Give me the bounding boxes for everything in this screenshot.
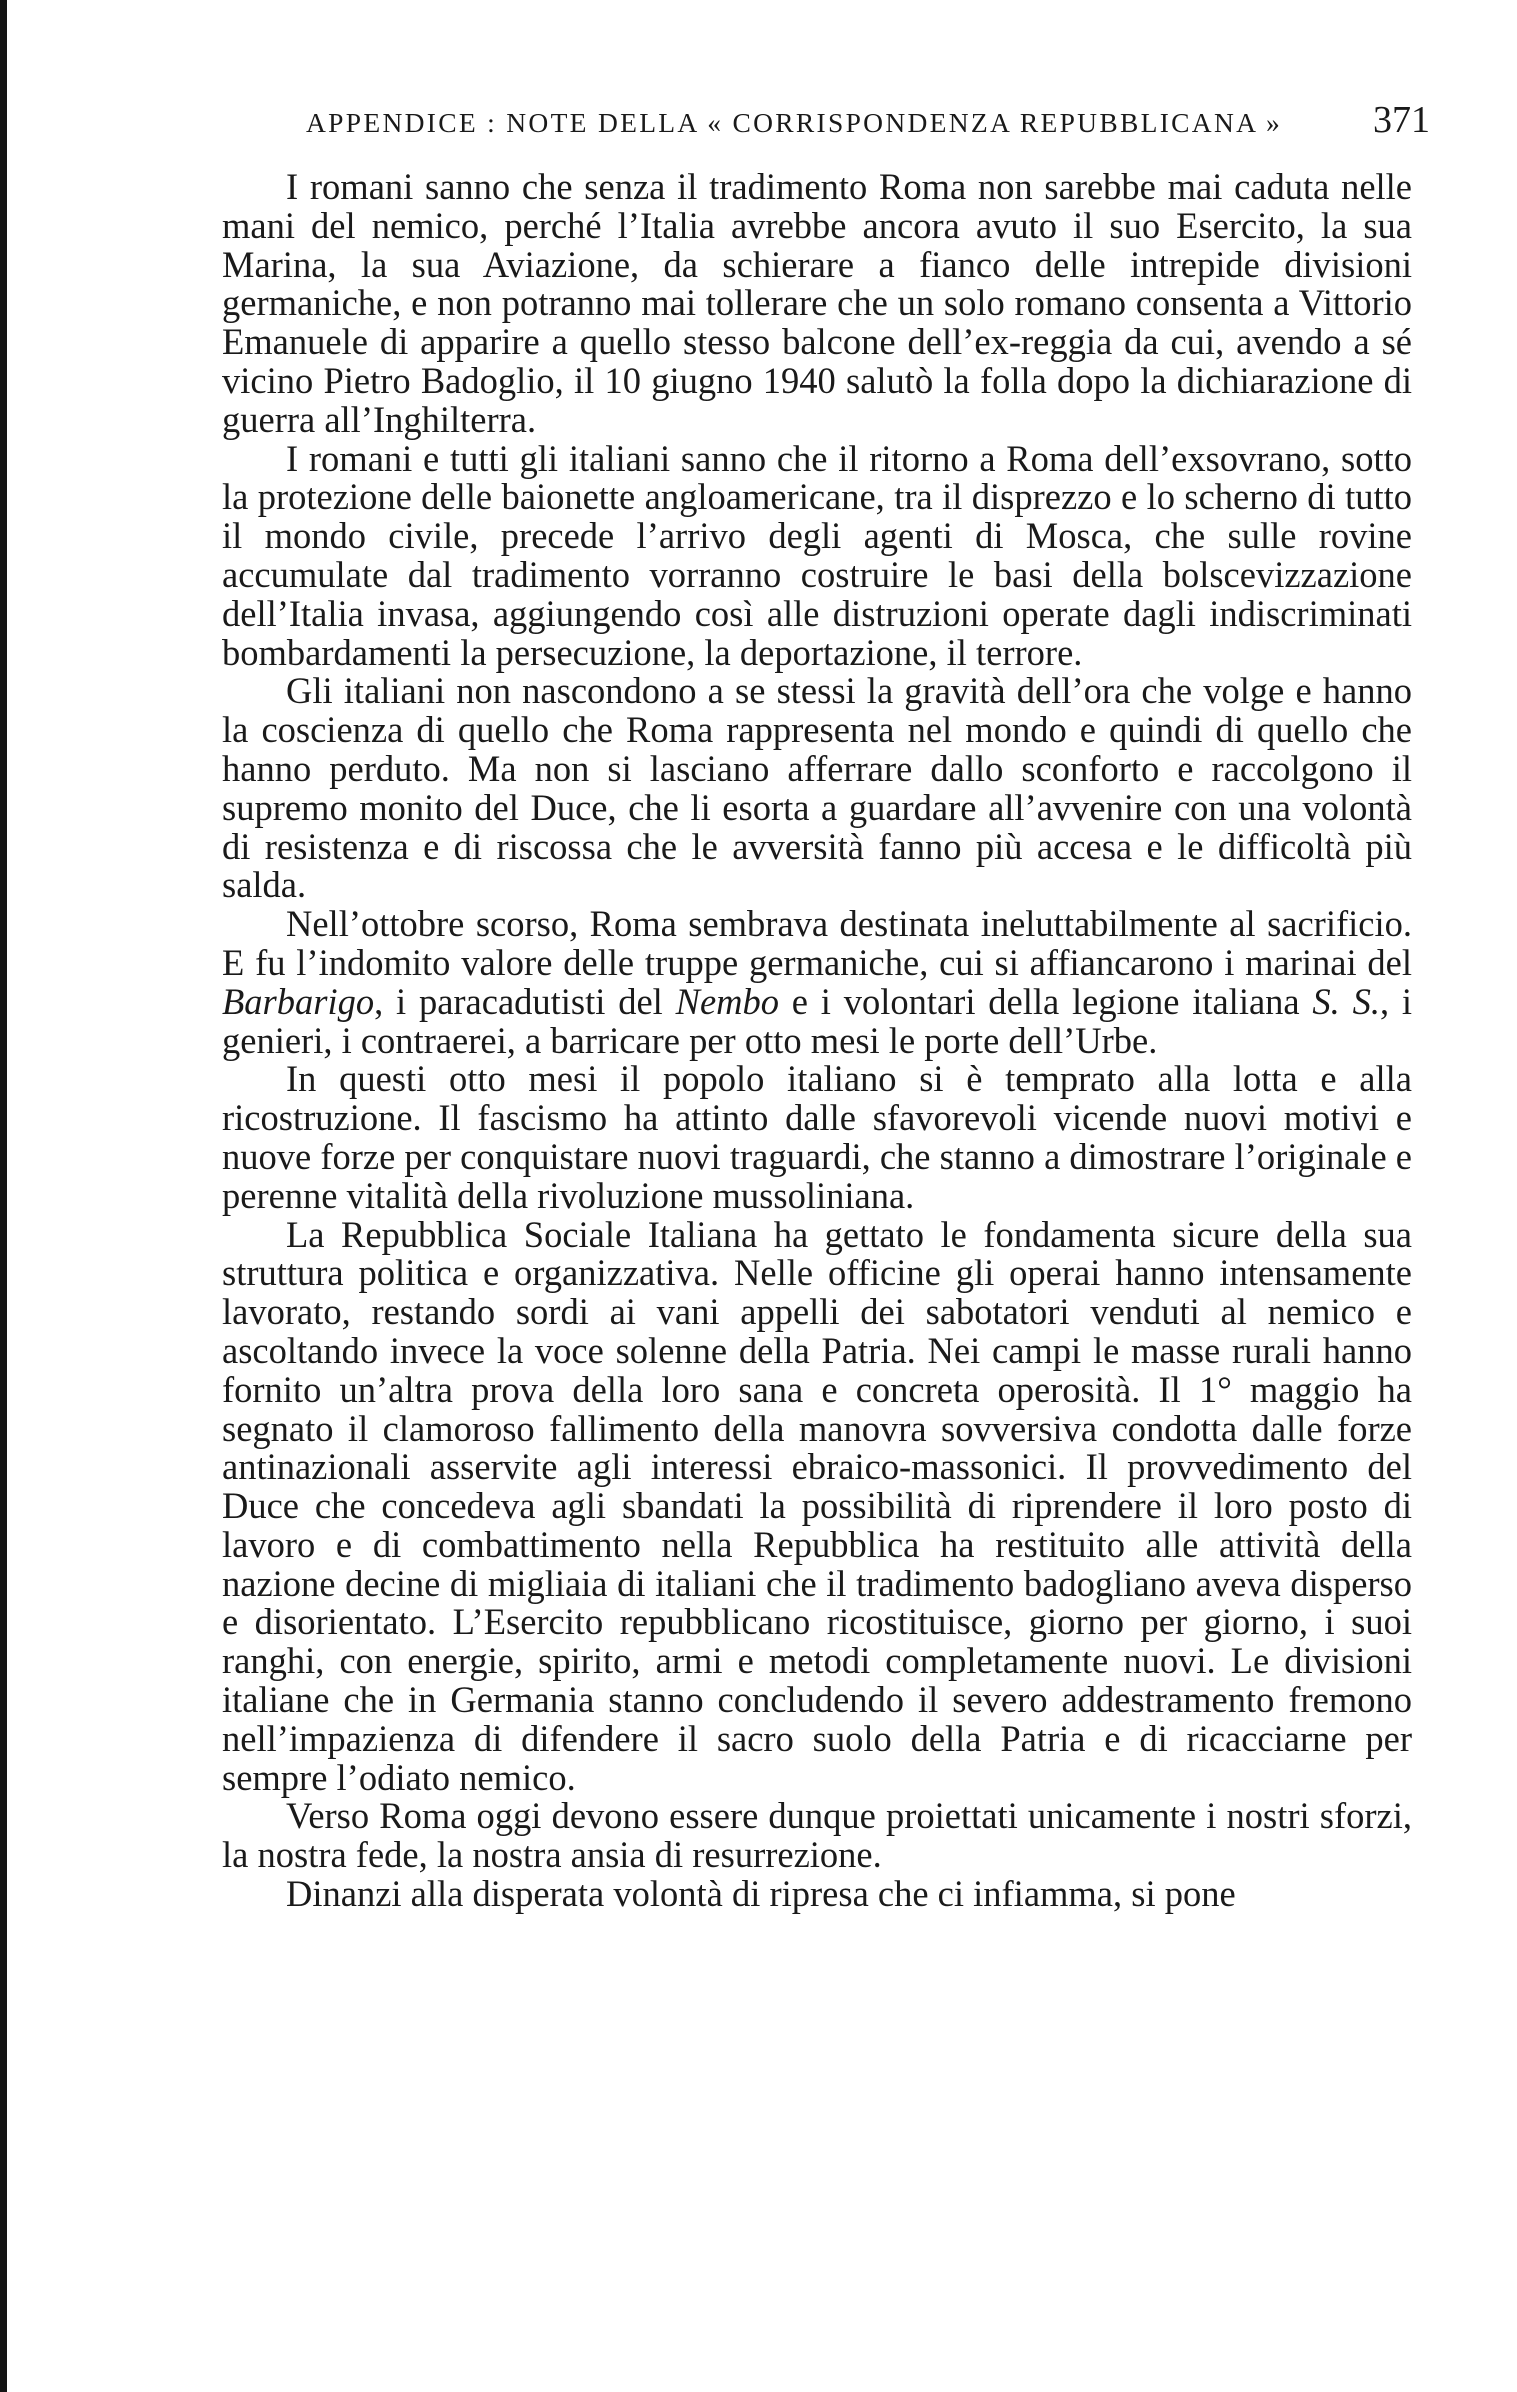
header-title: APPENDICE : NOTE DELLA « CORRISPONDENZA REPUBBLICANA » xyxy=(306,107,1282,138)
paragraph-2: I romani e tutti gli italiani sanno che il ritorno a Roma dell’exsovrano, sotto la protezione delle baionette angloamericane, tra il disprezzo e lo scherno di tutto il mondo civile, precede l’arrivo degli agenti di Mosca, che sulle rovine accumulate dal tradimento vorranno costruire le basi della bolscevizzazione dell’Italia invasa, aggiungendo così alle distruzioni operate dagli indiscriminati bombardamenti la persecuzione, la deportazione, il terrore. xyxy=(222,437,1412,673)
paragraph-4-text-3: e i volontari della legione italiana xyxy=(779,980,1313,1022)
paragraph-8: Dinanzi alla disperata volontà di ripresa che ci infiamma, si pone xyxy=(286,1873,1236,1915)
page-number: 371 xyxy=(1373,99,1430,141)
paragraph-4 xyxy=(222,905,1412,1060)
paragraph-4-text-4: , i genieri, i contraerei, a barricare per otto mesi le porte dell’Urbe. xyxy=(222,980,1413,1061)
paragraph-4-text-1: Nell’ottobre scorso, Roma sembrava destinata ineluttabilmente al sacrificio. E fu l’indomito valore delle truppe germaniche, cui si affiancarono i marinai del xyxy=(222,903,1412,983)
paragraph-4-text-2: , i paracadutisti del xyxy=(374,980,676,1022)
body-text xyxy=(222,168,1412,1914)
paragraph-7: Verso Roma oggi devono essere dunque proiettati unicamente i nostri sforzi, la nostra fede, la nostra ansia di resurrezione. xyxy=(222,1795,1412,1876)
paragraph-6: La Repubblica Sociale Italiana ha gettato le fondamenta sicure della sua struttura politica e organizzativa. Nelle officine gli operai hanno intensamente lavorato, restando sordi ai vani appelli dei sabotatori venduti al nemico e ascoltando invece la voce solenne della Patria. Nei campi le masse rurali hanno fornito un’altra prova della loro sana e concreta operosità. Il 1° maggio ha segnato il clamoroso fallimento della manovra sovversiva condotta dalle forze antinazionali asservite agli interessi ebraico-massonici. Il provvedimento del Duce che concedeva agli sbandati la possibilità di riprendere il loro posto di lavoro e di combattimento nella Repubblica ha restituito alle attività della nazione decine di migliaia di italiani che il tradimento badogliano aveva disperso e disorientato. L’Esercito repubblicano ricostituisce, giorno per giorno, i suoi ranghi, con energie, spirito, armi e metodi completamente nuovi. Le divisioni italiane che in Germania stanno concludendo il severo addestramento fremono nell’impazienza di difendere il sacro suolo della Patria e di ricacciarne per sempre l’odiato nemico. xyxy=(222,1213,1412,1798)
paragraph-5: In questi otto mesi il popolo italiano si è temprato alla lotta e alla ricostruzione. Il fascismo ha attinto dalle sfavorevoli vicende nuovi motivi e nuove forze per conquistare nuovi traguardi, che stanno a dimostrare l’originale e perenne vitalità della rivoluzione mussoliniana. xyxy=(222,1058,1412,1216)
legion-name-ss: S. S. xyxy=(1312,980,1380,1022)
running-header xyxy=(306,98,1430,158)
paragraph-1: I romani sanno che senza il tradimento Roma non sarebbe mai caduta nelle mani del nemico, perché l’Italia avrebbe ancora avuto il suo Esercito, la sua Marina, la sua Aviazione, da schierare a fianco delle intrepide divisioni germaniche, e non potranno mai tollerare che un solo romano consenta a Vittorio Emanuele di apparire a quello stesso balcone dell’ex-reggia da cui, avendo a sé vicino Pietro Badoglio, il 10 giugno 1940 salutò la folla dopo la dichiarazione di guerra all’Inghilterra. xyxy=(222,166,1412,440)
paragraph-3: Gli italiani non nascondono a se stessi la gravità dell’ora che volge e hanno la coscienza di quello che Roma rappresenta nel mondo e quindi di quello che hanno perduto. Ma non si lasciano afferrare dallo sconforto e raccolgono il supremo monito del Duce, che li esorta a guardare all’avvenire con una volontà di resistenza e di riscossa che le avversità fanno più accesa e le difficoltà più salda. xyxy=(222,670,1412,906)
ship-name-barbarigo: Barbarigo xyxy=(222,980,375,1022)
division-name-nembo: Nembo xyxy=(675,980,779,1022)
page-left-edge xyxy=(0,0,7,2392)
